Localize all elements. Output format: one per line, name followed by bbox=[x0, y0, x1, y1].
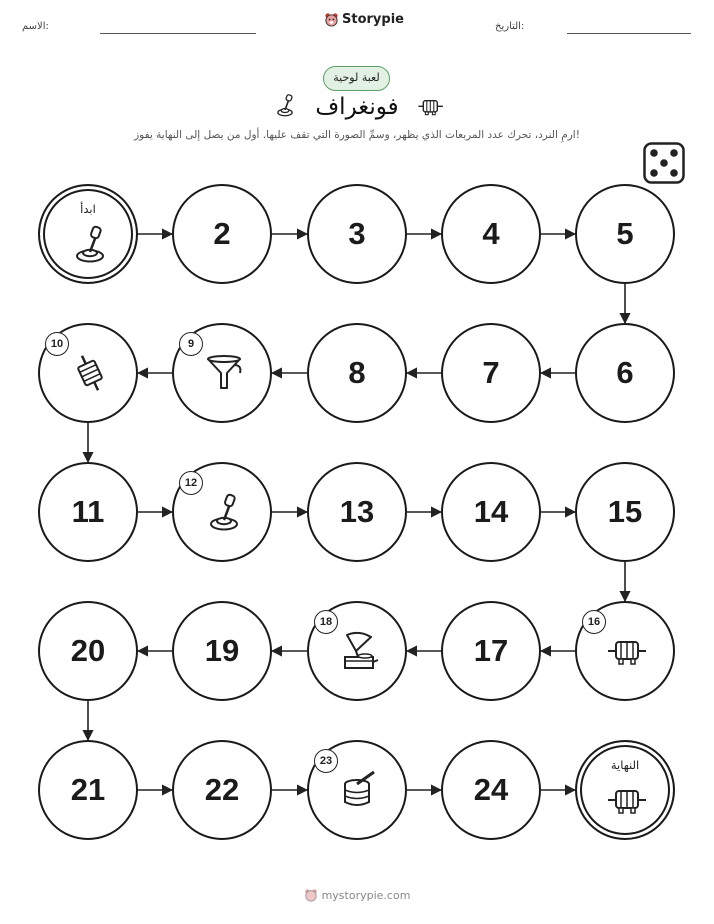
space-number: 19 bbox=[204, 633, 240, 668]
page-title: فونغراف bbox=[315, 94, 399, 120]
board-space-18 bbox=[307, 601, 407, 701]
space-number: 11 bbox=[71, 494, 105, 529]
space-number: 14 bbox=[473, 494, 509, 529]
space-number: 7 bbox=[482, 355, 500, 390]
crank-icon bbox=[70, 224, 110, 264]
bear-icon bbox=[304, 888, 318, 902]
space-number: 2 bbox=[213, 216, 231, 251]
space-number-badge: 23 bbox=[314, 749, 338, 773]
board-space-13 bbox=[307, 462, 407, 562]
date-label: التاريخ: bbox=[495, 21, 525, 32]
board-space-19 bbox=[172, 601, 272, 701]
footer bbox=[0, 888, 714, 905]
board-game-badge: لعبة لوحية bbox=[323, 66, 390, 91]
space-number: 6 bbox=[616, 355, 634, 390]
gramophone-icon bbox=[339, 631, 379, 671]
board-space-16 bbox=[575, 601, 675, 701]
board-space-14 bbox=[441, 462, 541, 562]
space-number: 20 bbox=[70, 633, 106, 668]
board-space-22 bbox=[172, 740, 272, 840]
board-space-8 bbox=[307, 323, 407, 423]
funnel-icon bbox=[204, 353, 244, 393]
board-space-6 bbox=[575, 323, 675, 423]
space-number: 21 bbox=[70, 772, 106, 807]
space-number: 3 bbox=[348, 216, 366, 251]
board-space-12 bbox=[172, 462, 272, 562]
space-number-badge: 9 bbox=[179, 332, 203, 356]
board-space-7 bbox=[441, 323, 541, 423]
board-space-9 bbox=[172, 323, 272, 423]
cylinder-icon bbox=[339, 770, 379, 810]
space-number: 4 bbox=[482, 216, 500, 251]
space-number-badge: 10 bbox=[45, 332, 69, 356]
board-space-20 bbox=[38, 601, 138, 701]
board-space-10 bbox=[38, 323, 138, 423]
board-space-4 bbox=[441, 184, 541, 284]
space-number-badge: 16 bbox=[582, 610, 606, 634]
start-label: ابدأ bbox=[80, 202, 96, 216]
instructions: ارمِ النرد، تحرك عدد المربعات الذي يظهر، وسمِّ الصورة التي تقف عليها. أول من يصل إلى النهاية يفوز! bbox=[134, 129, 580, 141]
space-number: 5 bbox=[616, 216, 634, 251]
board-space-23 bbox=[307, 740, 407, 840]
motor-icon bbox=[607, 780, 647, 820]
board-space-1 bbox=[38, 184, 138, 284]
board-space-25 bbox=[575, 740, 675, 840]
board-space-24 bbox=[441, 740, 541, 840]
board-space-21 bbox=[38, 740, 138, 840]
space-number: 8 bbox=[348, 355, 366, 390]
space-number: 13 bbox=[339, 494, 375, 529]
board-space-11 bbox=[38, 462, 138, 562]
space-number: 24 bbox=[473, 772, 509, 807]
space-number-badge: 18 bbox=[314, 610, 338, 634]
space-number-badge: 12 bbox=[179, 471, 203, 495]
board-space-17 bbox=[441, 601, 541, 701]
finish-label: النهاية bbox=[610, 758, 640, 772]
board-space-2 bbox=[172, 184, 272, 284]
board-space-15 bbox=[575, 462, 675, 562]
space-number: 17 bbox=[473, 633, 509, 668]
brand-name: Storypie bbox=[342, 12, 404, 27]
spindle-icon bbox=[70, 353, 110, 393]
board-space-3 bbox=[307, 184, 407, 284]
footer-url[interactable]: mystorypie.com bbox=[321, 888, 411, 902]
name-label: الاسم: bbox=[22, 21, 49, 32]
space-number: 15 bbox=[607, 494, 643, 529]
space-number: 22 bbox=[204, 772, 240, 807]
motor-icon bbox=[607, 631, 647, 671]
crank-icon bbox=[204, 492, 244, 532]
board-space-5 bbox=[575, 184, 675, 284]
